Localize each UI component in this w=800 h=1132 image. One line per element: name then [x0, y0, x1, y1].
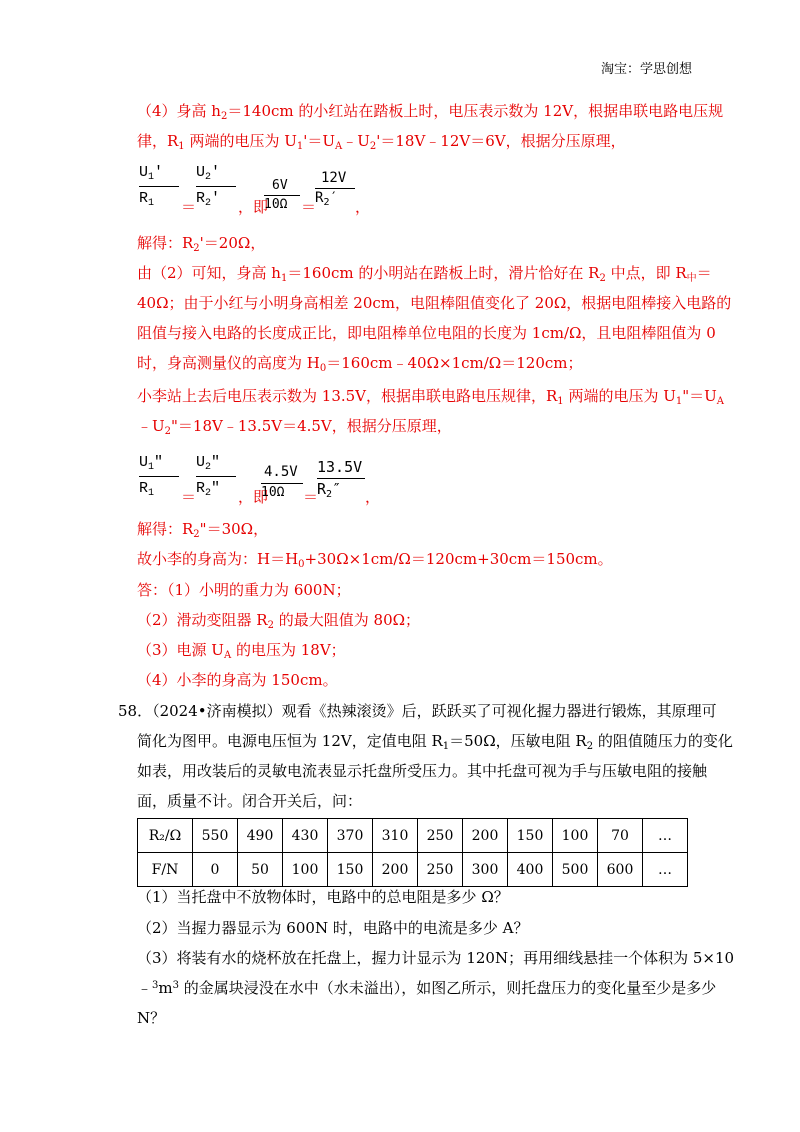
question58-line2: 简化为图甲。电源电压恒为 12V，定值电阻 $R_1=50\Omega$，压敏电阻 $R_2$ 的阻值随压力的变化: [137, 732, 733, 752]
resistance-force-table: [137, 818, 688, 887]
ji-connector: ，即: [238, 488, 269, 506]
answer-part6-line2: $﹣U_2"=18V﹣13.5V=4.5V$，根据分压原理，: [137, 417, 452, 437]
answer-part5-line1: 由（2）可知，身高 $h_1=160cm$ 的小明站在踏板上时，滑片恰好在 $R_2$ 中点，即 $R_中=$: [137, 264, 712, 284]
table-cell: 100: [553, 819, 598, 853]
table-row: [138, 853, 688, 887]
answer-part4-line2: 律，$R_1$ 两端的电压为 $U_1'=U_A﹣U_2'=18V﹣12V=6V$，根据分压原理，: [137, 132, 626, 152]
table-cell: 430: [283, 819, 328, 853]
answer-part5-line2: 40Ω；由于小红与小明身高相差 20cm，电阻棒阻值变化了 20Ω，根据电阻棒接入电路的: [137, 294, 732, 312]
answer-part4-line1: （4）身高 $h_2=140cm$ 的小红站在踏板上时，电压表示数为 12V，根据串联电路电压规: [137, 102, 724, 122]
table-cell: 600: [598, 853, 643, 887]
table-cell: 200: [463, 819, 508, 853]
answer-summary-4: （4）小李的身高为 150cm。: [137, 671, 338, 689]
table-cell: 150: [508, 819, 553, 853]
answer-part6-line1: 小李站上去后电压表示数为 13.5V，根据串联电路电压规律，$R_1$ 两端的电压为 $U_1"=U_A$: [137, 387, 725, 407]
shop-header: 淘宝：学思创想: [600, 62, 692, 77]
table-cell: R₂/Ω: [138, 819, 193, 853]
table-cell: 50: [238, 853, 283, 887]
subquestion-2: （2）当握力器显示为 600N 时，电路中的电流是多少 A？: [137, 919, 529, 937]
table-cell: 100: [283, 853, 328, 887]
table-cell: 300: [463, 853, 508, 887]
answer-summary-2: （2）滑动变阻器 $R_2$ 的最大阻值为 80Ω；: [137, 611, 421, 631]
question58-line3: 如表，用改装后的灵敏电流表显示托盘所受压力。其中托盘可视为手与压敏电阻的接触: [137, 762, 708, 780]
subquestion-1: （1）当托盘中不放物体时，电路中的总电阻是多少 Ω？: [137, 888, 509, 906]
answer-part5-line4: 时，身高测量仪的高度为 $H_0=160cm﹣40\Omega\times 1cm/\Omega=120cm$；: [137, 354, 583, 374]
comma: ，: [355, 198, 371, 216]
answer-summary-1: 答：（1）小明的重力为 600N；: [137, 581, 351, 599]
ratio-equation-2: $U_1''$ $R_1$ ＝ $U_2''$ $R_2''$ ，即 4.5V 10Ω ＝ 13.5V $R_2''$ ，: [139, 454, 381, 506]
table-cell: …: [643, 853, 688, 887]
table-cell: 310: [373, 819, 418, 853]
table-cell: …: [643, 819, 688, 853]
question58-line4: 面，质量不计。闭合开关后，问：: [137, 792, 363, 810]
comma: ，: [365, 488, 381, 506]
table-cell: 70: [598, 819, 643, 853]
solve-r2-prime: 解得：$R_2'=20\Omega$，: [137, 234, 266, 254]
subquestion-3-line3: N？: [137, 1009, 166, 1027]
equals-sign: ＝: [181, 198, 197, 216]
table-cell: 250: [418, 853, 463, 887]
question58-line1: 58．（2024•济南模拟）观看《热辣滚烫》后，跃跃买了可视化握力器进行锻炼，其原理可: [118, 702, 717, 720]
table-cell: 370: [328, 819, 373, 853]
equals-sign-2: ＝: [301, 198, 317, 216]
equals-sign-2: ＝: [303, 488, 319, 506]
table-cell: 0: [193, 853, 238, 887]
subquestion-3-line2: $﹣^3m^3$ 的金属块浸没在水中（水未溢出），如图乙所示，则托盘压力的变化量至少是多少: [137, 979, 717, 997]
subquestion-3-line1: （3）将装有水的烧杯放在托盘上，握力计显示为 120N；再用细线悬挂一个体积为 5×10: [137, 949, 735, 967]
solve-r2-double-prime: 解得：$R_2"=30\Omega$，: [137, 520, 269, 540]
ji-connector: ，即: [238, 198, 269, 216]
table-cell: 200: [373, 853, 418, 887]
xiaoli-height: 故小李的身高为：$H=H_0+30\Omega\times 1cm/\Omega=120cm+30cm=150cm$。: [137, 550, 613, 570]
answer-summary-3: （3）电源 $U_A$ 的电压为 18V；: [137, 641, 346, 661]
table-row: [138, 819, 688, 853]
table-cell: F/N: [138, 853, 193, 887]
table-cell: 400: [508, 853, 553, 887]
table-cell: 500: [553, 853, 598, 887]
table-cell: 550: [193, 819, 238, 853]
table-cell: 250: [418, 819, 463, 853]
equals-sign: ＝: [181, 488, 197, 506]
table-cell: 490: [238, 819, 283, 853]
answer-part5-line3: 阻值与接入电路的长度成正比，即电阻棒单位电阻的长度为 1cm/Ω，且电阻棒阻值为 0: [137, 324, 716, 342]
table-cell: 150: [328, 853, 373, 887]
ratio-equation-1: $U_1'$ $R_1$ ＝ $U_2'$ $R_2'$ ，即 6V 10Ω ＝ 12V $R_2'$ ，: [139, 164, 371, 216]
